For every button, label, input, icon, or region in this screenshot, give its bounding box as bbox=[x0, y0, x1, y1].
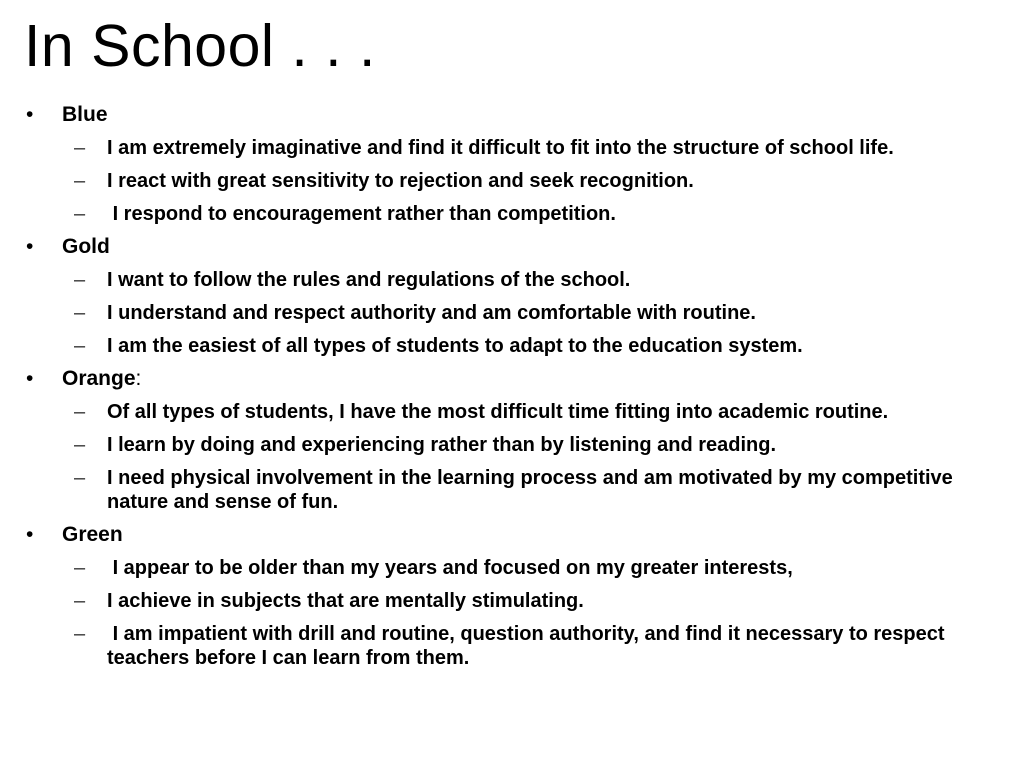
dash-icon: – bbox=[74, 467, 86, 489]
section-green bbox=[24, 523, 1009, 670]
dash-icon: – bbox=[74, 623, 86, 645]
list-item bbox=[24, 622, 1009, 670]
list-item-text: I want to follow the rules and regulations of the school. bbox=[107, 269, 631, 291]
list-item-text: I am impatient with drill and routine, question authority, and find it necessary to respect teachers before I can learn from them. bbox=[107, 623, 951, 669]
dash-icon: – bbox=[74, 557, 86, 579]
list-item bbox=[24, 433, 1009, 457]
list-item-text: I appear to be older than my years and focused on my greater interests, bbox=[107, 557, 793, 579]
bullet-list bbox=[24, 103, 1009, 679]
list-item bbox=[24, 268, 1009, 292]
section-heading-label: Blue bbox=[62, 103, 108, 126]
bullet-icon: • bbox=[26, 235, 34, 258]
section-heading-label: Green bbox=[62, 523, 123, 546]
section-gold bbox=[24, 235, 1009, 358]
section-heading-label: Orange bbox=[62, 367, 136, 390]
list-item bbox=[24, 556, 1009, 580]
dash-icon: – bbox=[74, 170, 86, 192]
dash-icon: – bbox=[74, 590, 86, 612]
list-item-text: I learn by doing and experiencing rather than by listening and reading. bbox=[107, 434, 777, 456]
list-item bbox=[24, 169, 1009, 193]
section-blue bbox=[24, 103, 1009, 226]
list-item bbox=[24, 400, 1009, 424]
section-heading bbox=[24, 367, 1009, 391]
dash-icon: – bbox=[74, 335, 86, 357]
list-item-text: I need physical involvement in the learning process and am motivated by my competitive nature and sense of fun. bbox=[107, 467, 959, 513]
list-item bbox=[24, 202, 1009, 226]
section-heading bbox=[24, 103, 1009, 127]
dash-icon: – bbox=[74, 434, 86, 456]
list-item bbox=[24, 301, 1009, 325]
section-heading bbox=[24, 235, 1009, 259]
list-item-text: I am the easiest of all types of students to adapt to the education system. bbox=[107, 335, 803, 357]
list-item-text: Of all types of students, I have the most difficult time fitting into academic routine. bbox=[107, 401, 889, 423]
list-item-text: I react with great sensitivity to rejection and seek recognition. bbox=[107, 170, 694, 192]
list-item bbox=[24, 466, 1009, 514]
list-item bbox=[24, 334, 1009, 358]
bullet-icon: • bbox=[26, 367, 34, 390]
list-item-text: I achieve in subjects that are mentally stimulating. bbox=[107, 590, 584, 612]
section-orange bbox=[24, 367, 1009, 514]
list-item bbox=[24, 589, 1009, 613]
list-item-text: I am extremely imaginative and find it difficult to fit into the structure of school life. bbox=[107, 137, 894, 159]
dash-icon: – bbox=[74, 302, 86, 324]
section-heading-label: Gold bbox=[62, 235, 110, 258]
slide-title: In School . . . bbox=[24, 13, 376, 79]
section-heading-suffix: : bbox=[135, 367, 142, 390]
dash-icon: – bbox=[74, 203, 86, 225]
list-item bbox=[24, 136, 1009, 160]
section-heading bbox=[24, 523, 1009, 547]
bullet-icon: • bbox=[26, 103, 34, 126]
dash-icon: – bbox=[74, 269, 86, 291]
list-item-text: I understand and respect authority and am comfortable with routine. bbox=[107, 302, 756, 324]
dash-icon: – bbox=[74, 137, 86, 159]
list-item-text: I respond to encouragement rather than competition. bbox=[107, 203, 616, 225]
bullet-icon: • bbox=[26, 523, 34, 546]
dash-icon: – bbox=[74, 401, 86, 423]
